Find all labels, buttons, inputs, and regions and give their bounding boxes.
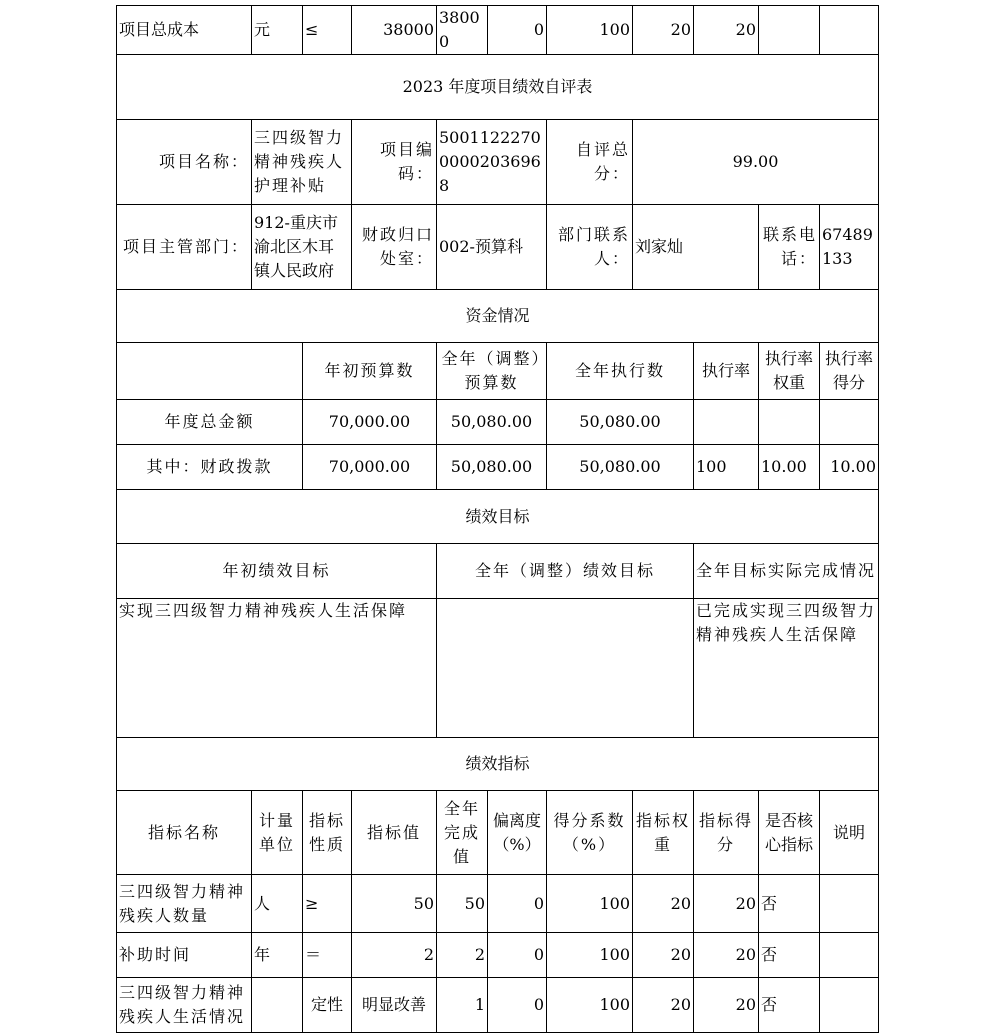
indicator-header: 指标权重 [633, 791, 694, 875]
funds-header: 执行率得分 [820, 343, 879, 400]
funds-header: 执行率权重 [759, 343, 820, 400]
indicator-row [117, 978, 879, 1033]
indicator-header: 指标名称 [117, 791, 252, 875]
indicator-row [117, 933, 879, 978]
indicators-header-row [117, 791, 879, 875]
funds-row-label: 年度总金额 [117, 400, 303, 445]
indicator-weight: 20 [633, 933, 694, 978]
funds-weight [759, 400, 820, 445]
indicator-score: 20 [694, 875, 759, 933]
funds-score [820, 400, 879, 445]
goals-header-row [117, 544, 879, 599]
indicator-nature: ＝ [303, 933, 352, 978]
indicator-weight: 20 [633, 875, 694, 933]
indicator-unit: 年 [252, 933, 303, 978]
actual-goal: 已完成实现三四级智力精神残疾人生活保障 [694, 599, 879, 738]
self-score: 99.00 [633, 120, 879, 205]
indicator-core: 否 [759, 978, 820, 1033]
indicator-header: 指标得分 [694, 791, 759, 875]
funds-adjusted: 50,080.00 [437, 445, 547, 490]
funds-row-label: 其中：财政拨款 [117, 445, 303, 490]
indicator-deviation: 0 [488, 978, 547, 1033]
indicator-score: 20 [694, 6, 759, 55]
indicator-name: 补助时间 [117, 933, 252, 978]
indicator-note [820, 6, 879, 55]
indicator-target: 38000 [352, 6, 437, 55]
indicator-deviation: 0 [488, 875, 547, 933]
indicator-unit: 人 [252, 875, 303, 933]
funds-header: 全年执行数 [547, 343, 694, 400]
indicator-score: 20 [694, 933, 759, 978]
indicator-note [820, 933, 879, 978]
goals-header: 年初绩效目标 [117, 544, 437, 599]
project-name-label: 项目名称： [117, 120, 252, 205]
indicator-name: 项目总成本 [117, 6, 252, 55]
indicator-actual: 50 [437, 875, 488, 933]
project-code: 500112227000002036968 [437, 120, 547, 205]
indicator-row [117, 875, 879, 933]
dept-label: 项目主管部门： [117, 205, 252, 290]
indicator-header: 偏离度（%） [488, 791, 547, 875]
indicator-nature: 定性 [303, 978, 352, 1033]
form-title: 2023 年度项目绩效自评表 [117, 55, 879, 120]
funds-weight: 10.00 [759, 445, 820, 490]
indicator-core: 否 [759, 875, 820, 933]
dept: 912-重庆市渝北区木耳镇人民政府 [252, 205, 352, 290]
funds-section-title: 资金情况 [117, 290, 879, 343]
adjusted-goal [437, 599, 694, 738]
indicator-header: 说明 [820, 791, 879, 875]
indicator-score: 20 [694, 978, 759, 1033]
phone: 67489133 [820, 205, 879, 290]
funds-initial: 70,000.00 [303, 400, 437, 445]
indicator-weight: 20 [633, 6, 694, 55]
indicator-coef: 100 [547, 6, 633, 55]
department-row [117, 205, 879, 290]
initial-goal: 实现三四级智力精神残疾人生活保障 [117, 599, 437, 738]
funds-executed: 50,080.00 [547, 445, 694, 490]
indicator-core [759, 6, 820, 55]
indicator-coef: 100 [547, 978, 633, 1033]
indicator-deviation: 0 [488, 6, 547, 55]
indicator-deviation: 0 [488, 933, 547, 978]
project-name: 三四级智力精神残疾人护理补贴 [252, 120, 352, 205]
indicator-target: 50 [352, 875, 437, 933]
funds-header: 执行率 [694, 343, 759, 400]
indicator-header: 计量单位 [252, 791, 303, 875]
cost-indicator-row [117, 6, 879, 55]
funds-header: 全年（调整）预算数 [437, 343, 547, 400]
funds-rate [694, 400, 759, 445]
self-evaluation-sheet [116, 5, 879, 1033]
indicator-nature: ≤ [303, 6, 352, 55]
indicator-core: 否 [759, 933, 820, 978]
phone-label: 联系电话： [759, 205, 820, 290]
indicator-coef: 100 [547, 875, 633, 933]
indicator-header: 全年完成值 [437, 791, 488, 875]
project-code-label: 项目编码： [352, 120, 437, 205]
funds-header: 年初预算数 [303, 343, 437, 400]
contact-label: 部门联系人： [547, 205, 633, 290]
indicator-target: 明显改善 [352, 978, 437, 1033]
indicator-weight: 20 [633, 978, 694, 1033]
indicator-header: 指标值 [352, 791, 437, 875]
indicator-target: 2 [352, 933, 437, 978]
indicator-actual: 1 [437, 978, 488, 1033]
finance-office: 002-预算科 [437, 205, 547, 290]
funds-row [117, 445, 879, 490]
funds-adjusted: 50,080.00 [437, 400, 547, 445]
indicator-actual: 38000 [437, 6, 488, 55]
goals-header: 全年（调整）绩效目标 [437, 544, 694, 599]
indicators-section-title: 绩效指标 [117, 738, 879, 791]
funds-row [117, 400, 879, 445]
indicator-note [820, 978, 879, 1033]
funds-initial: 70,000.00 [303, 445, 437, 490]
goals-section-title: 绩效目标 [117, 490, 879, 544]
funds-header-row [117, 343, 879, 400]
indicator-unit: 元 [252, 6, 303, 55]
indicator-unit [252, 978, 303, 1033]
indicator-note [820, 875, 879, 933]
indicator-actual: 2 [437, 933, 488, 978]
indicator-name: 三四级智力精神残疾人数量 [117, 875, 252, 933]
indicator-header: 是否核心指标 [759, 791, 820, 875]
goals-header: 全年目标实际完成情况 [694, 544, 879, 599]
funds-header-blank [117, 343, 303, 400]
goals-row [117, 599, 879, 738]
indicator-header: 指标性质 [303, 791, 352, 875]
self-score-label: 自评总分： [547, 120, 633, 205]
funds-score: 10.00 [820, 445, 879, 490]
finance-office-label: 财政归口处室： [352, 205, 437, 290]
project-info-row [117, 120, 879, 205]
indicator-nature: ≥ [303, 875, 352, 933]
indicator-coef: 100 [547, 933, 633, 978]
funds-rate: 100 [694, 445, 759, 490]
evaluation-table [116, 5, 879, 1033]
contact: 刘家灿 [633, 205, 759, 290]
funds-executed: 50,080.00 [547, 400, 694, 445]
indicator-header: 得分系数（%） [547, 791, 633, 875]
indicator-name: 三四级智力精神残疾人生活情况 [117, 978, 252, 1033]
